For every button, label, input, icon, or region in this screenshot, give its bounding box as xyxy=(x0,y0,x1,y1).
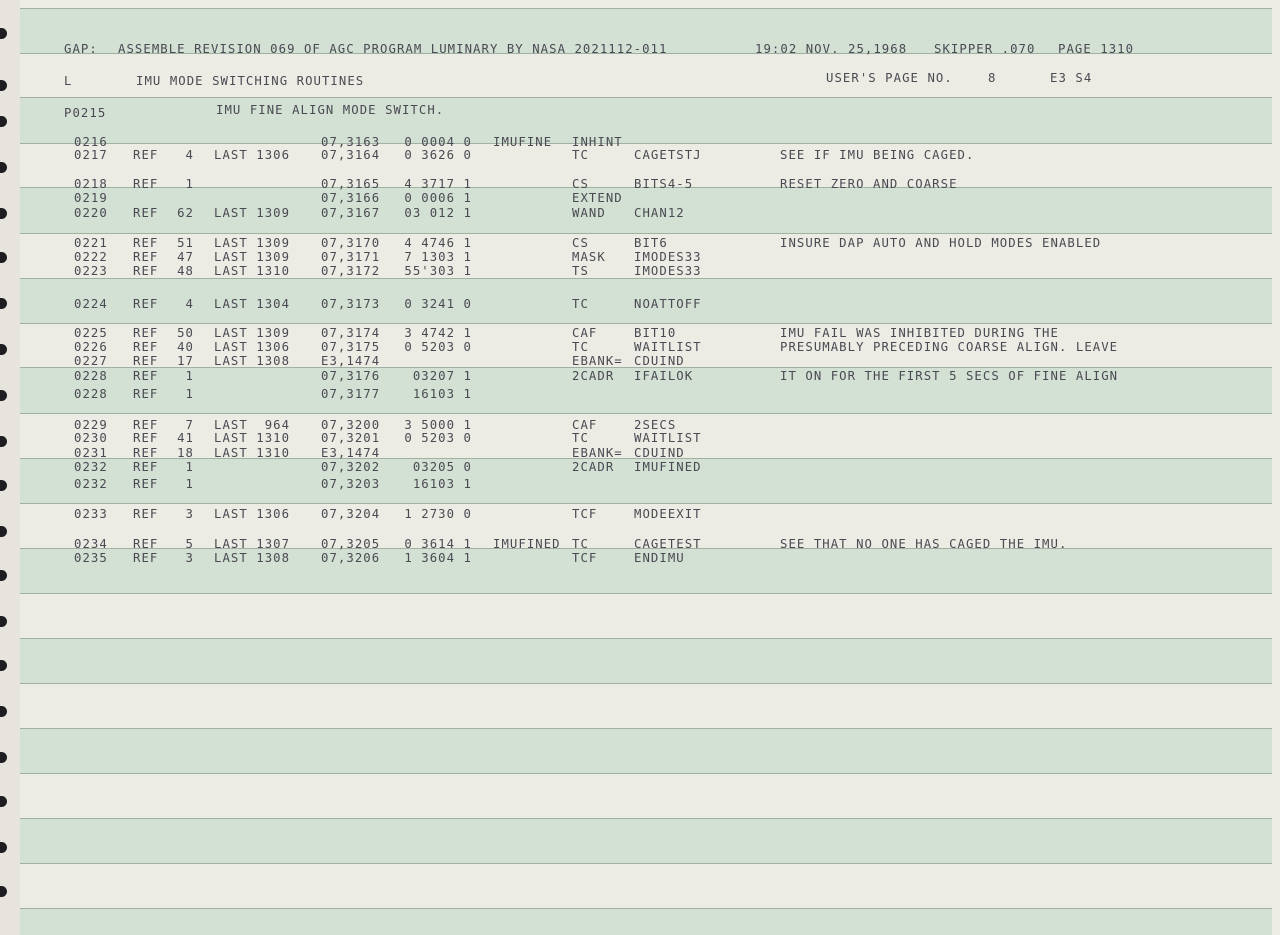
octal-word: 03205 0 xyxy=(412,460,472,474)
octal-word: 0 5203 0 xyxy=(404,431,472,445)
comment: SEE IF IMU BEING CAGED. xyxy=(780,148,975,162)
operand: BIT6 xyxy=(634,236,668,250)
operand: IMODES33 xyxy=(634,264,702,278)
line-number: 0227 xyxy=(74,354,108,368)
opcode: CAF xyxy=(572,418,598,432)
octal-word: 3 5000 1 xyxy=(404,418,472,432)
ref-label: REF xyxy=(133,354,159,368)
line-number: 0228 xyxy=(74,369,108,383)
assemble-header: ASSEMBLE REVISION 069 OF AGC PROGRAM LUMINARY BY NASA 2021112-011 xyxy=(118,42,668,56)
ref-count: 1 xyxy=(185,460,194,474)
ref-count: 4 xyxy=(185,297,194,311)
address: 07,3165 xyxy=(321,177,381,191)
opcode: TCF xyxy=(572,551,598,565)
line-number: 0216 xyxy=(74,135,108,149)
last-ref: LAST 1310 xyxy=(214,446,291,460)
opcode: 2CADR xyxy=(572,460,615,474)
octal-word: 0 3241 0 xyxy=(404,297,472,311)
punch-hole xyxy=(0,208,7,219)
opcode: TC xyxy=(572,340,589,354)
address: 07,3170 xyxy=(321,236,381,250)
line-number: 0228 xyxy=(74,387,108,401)
operand: CAGETSTJ xyxy=(634,148,702,162)
address: 07,3163 xyxy=(321,135,381,149)
punch-hole xyxy=(0,526,7,537)
punch-hole xyxy=(0,752,7,763)
operand: CHAN12 xyxy=(634,206,685,220)
operand: 2SECS xyxy=(634,418,677,432)
operand: IMUFINED xyxy=(634,460,702,474)
last-ref: LAST 1306 xyxy=(214,507,291,521)
opcode: TS xyxy=(572,264,589,278)
line-number: 0218 xyxy=(74,177,108,191)
last-ref: LAST 1310 xyxy=(214,264,291,278)
address: 07,3164 xyxy=(321,148,381,162)
ref-count: 62 xyxy=(177,206,194,220)
address: 07,3177 xyxy=(321,387,381,401)
operand: IMODES33 xyxy=(634,250,702,264)
paper-rule xyxy=(20,413,1272,414)
comment: INSURE DAP AUTO AND HOLD MODES ENABLED xyxy=(780,236,1102,250)
paper-rule xyxy=(20,863,1272,864)
opcode: TCF xyxy=(572,507,598,521)
paper-band xyxy=(20,818,1272,863)
address: E3,1474 xyxy=(321,446,381,460)
ref-count: 7 xyxy=(185,418,194,432)
skipper-label: SKIPPER .070 xyxy=(934,42,1036,56)
line-number: 0225 xyxy=(74,326,108,340)
punch-hole xyxy=(0,796,7,807)
opcode: TC xyxy=(572,431,589,445)
operand: CDUIND xyxy=(634,446,685,460)
operand: WAITLIST xyxy=(634,431,702,445)
comment: IMU FAIL WAS INHIBITED DURING THE xyxy=(780,326,1059,340)
ref-count: 40 xyxy=(177,340,194,354)
punch-hole xyxy=(0,252,7,263)
address: 07,3175 xyxy=(321,340,381,354)
opcode: INHINT xyxy=(572,135,623,149)
ref-label: REF xyxy=(133,418,159,432)
punch-hole xyxy=(0,28,7,39)
address: 07,3166 xyxy=(321,191,381,205)
ref-count: 17 xyxy=(177,354,194,368)
ref-count: 3 xyxy=(185,551,194,565)
octal-word: 16103 1 xyxy=(412,477,472,491)
opcode: MASK xyxy=(572,250,606,264)
address: 07,3204 xyxy=(321,507,381,521)
ref-label: REF xyxy=(133,507,159,521)
line-number: 0221 xyxy=(74,236,108,250)
octal-word: 0 3626 0 xyxy=(404,148,472,162)
line-number: 0234 xyxy=(74,537,108,551)
octal-word: 55'303 1 xyxy=(404,264,472,278)
punch-hole xyxy=(0,616,7,627)
address: 07,3206 xyxy=(321,551,381,565)
paper-rule xyxy=(20,143,1272,144)
address: 07,3205 xyxy=(321,537,381,551)
octal-word: 4 3717 1 xyxy=(404,177,472,191)
symbol-label: IMUFINE xyxy=(493,135,553,149)
line-number: 0231 xyxy=(74,446,108,460)
paper-band xyxy=(20,638,1272,683)
octal-word: 16103 1 xyxy=(412,387,472,401)
operand: NOATTOFF xyxy=(634,297,702,311)
opcode: EBANK= xyxy=(572,354,623,368)
paper-band xyxy=(20,728,1272,773)
comment: IT ON FOR THE FIRST 5 SECS OF FINE ALIGN xyxy=(780,369,1119,383)
ref-label: REF xyxy=(133,460,159,474)
operand: ENDIMU xyxy=(634,551,685,565)
last-ref: LAST 1308 xyxy=(214,354,291,368)
last-ref: LAST 1309 xyxy=(214,250,291,264)
opcode: CS xyxy=(572,236,589,250)
paper-rule xyxy=(20,278,1272,279)
line-number: 0224 xyxy=(74,297,108,311)
ref-count: 18 xyxy=(177,446,194,460)
ref-label: REF xyxy=(133,177,159,191)
punch-hole xyxy=(0,570,7,581)
punch-hole xyxy=(0,436,7,447)
opcode: TC xyxy=(572,148,589,162)
line-number: 0229 xyxy=(74,418,108,432)
operand: CDUIND xyxy=(634,354,685,368)
paper-rule xyxy=(20,773,1272,774)
ref-count: 4 xyxy=(185,148,194,162)
octal-word: 1 2730 0 xyxy=(404,507,472,521)
address: 07,3167 xyxy=(321,206,381,220)
punch-hole xyxy=(0,390,7,401)
ref-label: REF xyxy=(133,297,159,311)
punch-hole xyxy=(0,116,7,127)
punch-hole xyxy=(0,298,7,309)
opcode: TC xyxy=(572,537,589,551)
timestamp: 19:02 NOV. 25,1968 xyxy=(755,42,908,56)
opcode: EXTEND xyxy=(572,191,623,205)
address: 07,3172 xyxy=(321,264,381,278)
paper-rule xyxy=(20,683,1272,684)
octal-word: 0 0006 1 xyxy=(404,191,472,205)
paper-rule xyxy=(20,728,1272,729)
last-ref: LAST 1304 xyxy=(214,297,291,311)
octal-word: 03207 1 xyxy=(412,369,472,383)
users-page-label: USER'S PAGE NO. xyxy=(826,71,953,85)
ref-count: 1 xyxy=(185,177,194,191)
address: 07,3203 xyxy=(321,477,381,491)
opcode: CS xyxy=(572,177,589,191)
operand: WAITLIST xyxy=(634,340,702,354)
octal-word: 3 4742 1 xyxy=(404,326,472,340)
address: 07,3171 xyxy=(321,250,381,264)
last-ref: LAST 1309 xyxy=(214,206,291,220)
paper-rule xyxy=(20,593,1272,594)
line-number: 0230 xyxy=(74,431,108,445)
ref-count: 5 xyxy=(185,537,194,551)
address: 07,3174 xyxy=(321,326,381,340)
operand: IFAILOK xyxy=(634,369,694,383)
last-ref: LAST 1306 xyxy=(214,340,291,354)
opcode: TC xyxy=(572,297,589,311)
punch-hole xyxy=(0,80,7,91)
octal-word: 0 0004 0 xyxy=(404,135,472,149)
punch-hole xyxy=(0,706,7,717)
paper-rule xyxy=(20,8,1272,9)
octal-word: 0 3614 1 xyxy=(404,537,472,551)
page-number: PAGE 1310 xyxy=(1058,42,1135,56)
punch-hole xyxy=(0,344,7,355)
p-line-number: P0215 xyxy=(64,106,107,120)
paper-rule xyxy=(20,818,1272,819)
ref-label: REF xyxy=(133,537,159,551)
octal-word: 1 3604 1 xyxy=(404,551,472,565)
ref-label: REF xyxy=(133,148,159,162)
ref-count: 41 xyxy=(177,431,194,445)
ref-count: 50 xyxy=(177,326,194,340)
ref-count: 48 xyxy=(177,264,194,278)
ref-count: 1 xyxy=(185,477,194,491)
paper-rule xyxy=(20,638,1272,639)
last-ref: LAST 1309 xyxy=(214,326,291,340)
ref-label: REF xyxy=(133,446,159,460)
ref-count: 3 xyxy=(185,507,194,521)
last-ref: LAST 1308 xyxy=(214,551,291,565)
e3s4-label: E3 S4 xyxy=(1050,71,1093,85)
p-line-title: IMU FINE ALIGN MODE SWITCH. xyxy=(216,103,445,117)
punched-margin xyxy=(0,0,20,935)
operand: BIT10 xyxy=(634,326,677,340)
octal-word: 03 012 1 xyxy=(404,206,472,220)
line-number: 0233 xyxy=(74,507,108,521)
punch-hole xyxy=(0,480,7,491)
ref-label: REF xyxy=(133,369,159,383)
opcode: CAF xyxy=(572,326,598,340)
address: 07,3173 xyxy=(321,297,381,311)
paper-rule xyxy=(20,233,1272,234)
last-ref: LAST 1307 xyxy=(214,537,291,551)
paper-rule xyxy=(20,97,1272,98)
ref-count: 1 xyxy=(185,387,194,401)
line-number: 0232 xyxy=(74,460,108,474)
paper-rule xyxy=(20,908,1272,909)
line-number: 0226 xyxy=(74,340,108,354)
line-number: 0217 xyxy=(74,148,108,162)
punch-hole xyxy=(0,660,7,671)
section-title: IMU MODE SWITCHING ROUTINES xyxy=(136,74,365,88)
line-number: 0222 xyxy=(74,250,108,264)
symbol-label: IMUFINED xyxy=(493,537,561,551)
ref-label: REF xyxy=(133,387,159,401)
paper-band xyxy=(20,908,1272,935)
address: 07,3176 xyxy=(321,369,381,383)
ref-label: REF xyxy=(133,326,159,340)
octal-word: 4 4746 1 xyxy=(404,236,472,250)
address: E3,1474 xyxy=(321,354,381,368)
paper-band xyxy=(20,97,1272,143)
ref-count: 51 xyxy=(177,236,194,250)
paper-rule xyxy=(20,503,1272,504)
last-ref: LAST 964 xyxy=(214,418,291,432)
ref-label: REF xyxy=(133,340,159,354)
ref-count: 47 xyxy=(177,250,194,264)
line-number: 0232 xyxy=(74,477,108,491)
ref-label: REF xyxy=(133,206,159,220)
address: 07,3202 xyxy=(321,460,381,474)
line-number: 0219 xyxy=(74,191,108,205)
operand: CAGETEST xyxy=(634,537,702,551)
address: 07,3200 xyxy=(321,418,381,432)
operand: MODEEXIT xyxy=(634,507,702,521)
comment: SEE THAT NO ONE HAS CAGED THE IMU. xyxy=(780,537,1068,551)
opcode: 2CADR xyxy=(572,369,615,383)
ref-label: REF xyxy=(133,236,159,250)
line-number: 0220 xyxy=(74,206,108,220)
line-number: 0223 xyxy=(74,264,108,278)
ref-label: REF xyxy=(133,551,159,565)
operand: BITS4-5 xyxy=(634,177,694,191)
punch-hole xyxy=(0,162,7,173)
ref-count: 1 xyxy=(185,369,194,383)
gap-label: GAP: xyxy=(64,42,98,56)
last-ref: LAST 1306 xyxy=(214,148,291,162)
address: 07,3201 xyxy=(321,431,381,445)
comment: PRESUMABLY PRECEDING COARSE ALIGN. LEAVE xyxy=(780,340,1119,354)
paper-rule xyxy=(20,323,1272,324)
users-page-number: 8 xyxy=(988,71,997,85)
ref-label: REF xyxy=(133,477,159,491)
last-ref: LAST 1309 xyxy=(214,236,291,250)
octal-word: 0 5203 0 xyxy=(404,340,472,354)
line-number: 0235 xyxy=(74,551,108,565)
opcode: EBANK= xyxy=(572,446,623,460)
l-mark: L xyxy=(64,74,73,88)
ref-label: REF xyxy=(133,431,159,445)
ref-label: REF xyxy=(133,264,159,278)
punch-hole xyxy=(0,842,7,853)
opcode: WAND xyxy=(572,206,606,220)
punch-hole xyxy=(0,886,7,897)
octal-word: 7 1303 1 xyxy=(404,250,472,264)
ref-label: REF xyxy=(133,250,159,264)
last-ref: LAST 1310 xyxy=(214,431,291,445)
comment: RESET ZERO AND COARSE xyxy=(780,177,958,191)
